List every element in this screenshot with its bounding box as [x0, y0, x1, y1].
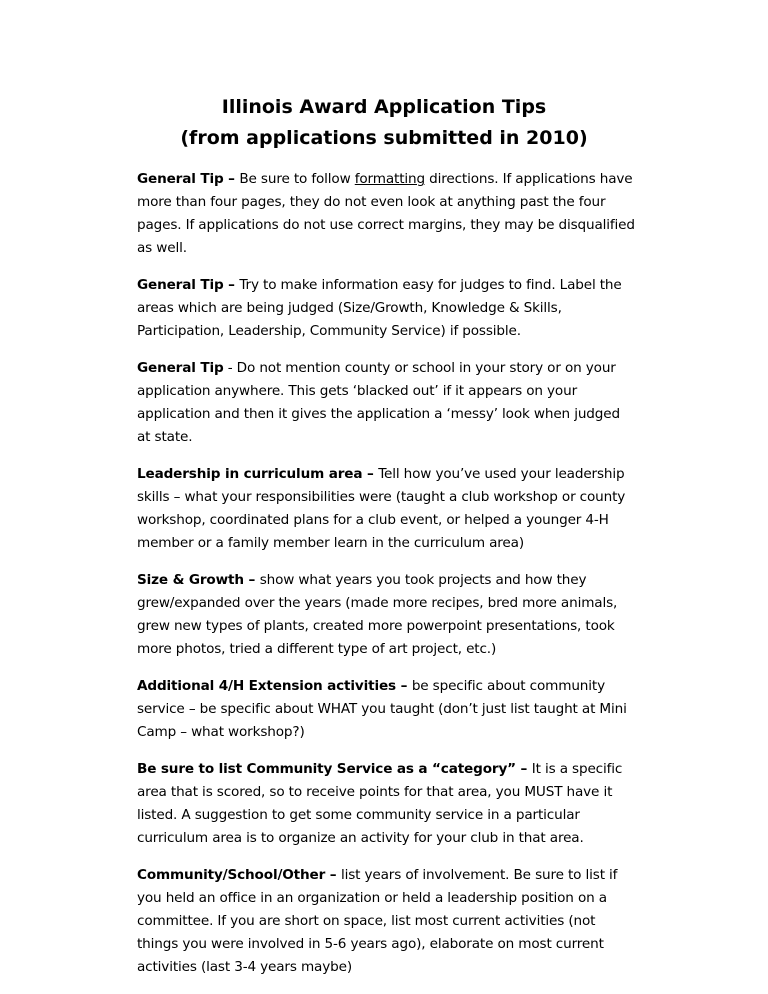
tip-separator: – — [243, 572, 260, 588]
tip-paragraph-no-county — [137, 357, 637, 449]
tip-text: Do not mention county or school in your story or on your application anywhere. This gets ‘blacked out’ if it appears on your application and then it gives the application a ‘messy’ look when judged at state. — [137, 360, 620, 445]
tip-heading: Size & Growth — [137, 572, 244, 588]
title-line-1: Illinois Award Application Tips — [221, 96, 547, 118]
tip-heading: Be sure to list Community Service as a “category” — [137, 761, 516, 777]
tip-underlined-word: formatting — [354, 171, 425, 187]
tip-heading: Community/School/Other — [137, 867, 326, 883]
tip-text: be specific about community service – be specific about WHAT you taught (don’t just list taught at Mini Camp – what workshop?) — [137, 678, 627, 740]
tip-separator: – — [362, 466, 379, 482]
title-line-2: (from applications submitted in 2010) — [180, 127, 588, 149]
tip-paragraph-leadership — [137, 463, 637, 555]
tip-heading: Additional 4/H Extension activities — [137, 678, 396, 694]
tip-text: Try to make information easy for judges to find. Label the areas which are being judged (Size/Growth, Knowledge & Skills, Participation, Leadership, Community Service) if possible. — [137, 277, 622, 339]
tip-heading: General Tip — [137, 360, 224, 376]
tip-paragraph-community-school-other — [137, 864, 637, 979]
tip-text: It is a specific area that is scored, so to receive points for that area, you MUST have it listed. A suggestion to get some community service in a particular curriculum area is to organize an activity for your club in that area. — [137, 761, 623, 846]
tip-heading: Leadership in curriculum area — [137, 466, 363, 482]
tip-text: Be sure to follow — [239, 171, 355, 187]
tip-text: list years of involvement. Be sure to list if you held an office in an organization or held a leadership position on a committee. If you are short on space, list most current activities (not things you were involved in 5-6 years ago), elaborate on most current activities (last 3-4 years maybe) — [137, 867, 618, 975]
document-title — [0, 92, 768, 154]
tip-separator: – — [223, 277, 240, 293]
tip-text: Tell how you’ve used your leadership skills – what your responsibilities were (taught a club workshop or county workshop, coordinated plans for a club event, or helped a younger 4-H member or a family member learn in the curriculum area) — [137, 466, 626, 551]
tip-separator: – — [515, 761, 532, 777]
tip-paragraph-size-growth — [137, 569, 637, 661]
tip-text: directions. If applications have more than four pages, they do not even look at anything past the four pages. If applications do not use correct margins, they may be disqualified as well. — [137, 171, 635, 256]
tip-paragraph-extension-activities — [137, 675, 637, 744]
tip-paragraph-community-service — [137, 758, 637, 850]
tips-list — [137, 168, 637, 993]
tip-separator: – — [325, 867, 341, 883]
tip-separator: – — [223, 171, 240, 187]
tip-separator: - — [223, 360, 237, 376]
tip-heading: General Tip — [137, 277, 224, 293]
tip-heading: General Tip — [137, 171, 224, 187]
tip-paragraph-formatting — [137, 168, 637, 260]
tip-text: show what years you took projects and how they grew/expanded over the years (made more recipes, bred more animals, grew new types of plants, created more powerpoint presentations, took more photos, tried a different type of art project, etc.) — [137, 572, 618, 657]
tip-separator: – — [396, 678, 412, 694]
tip-paragraph-easy-to-find — [137, 274, 637, 343]
